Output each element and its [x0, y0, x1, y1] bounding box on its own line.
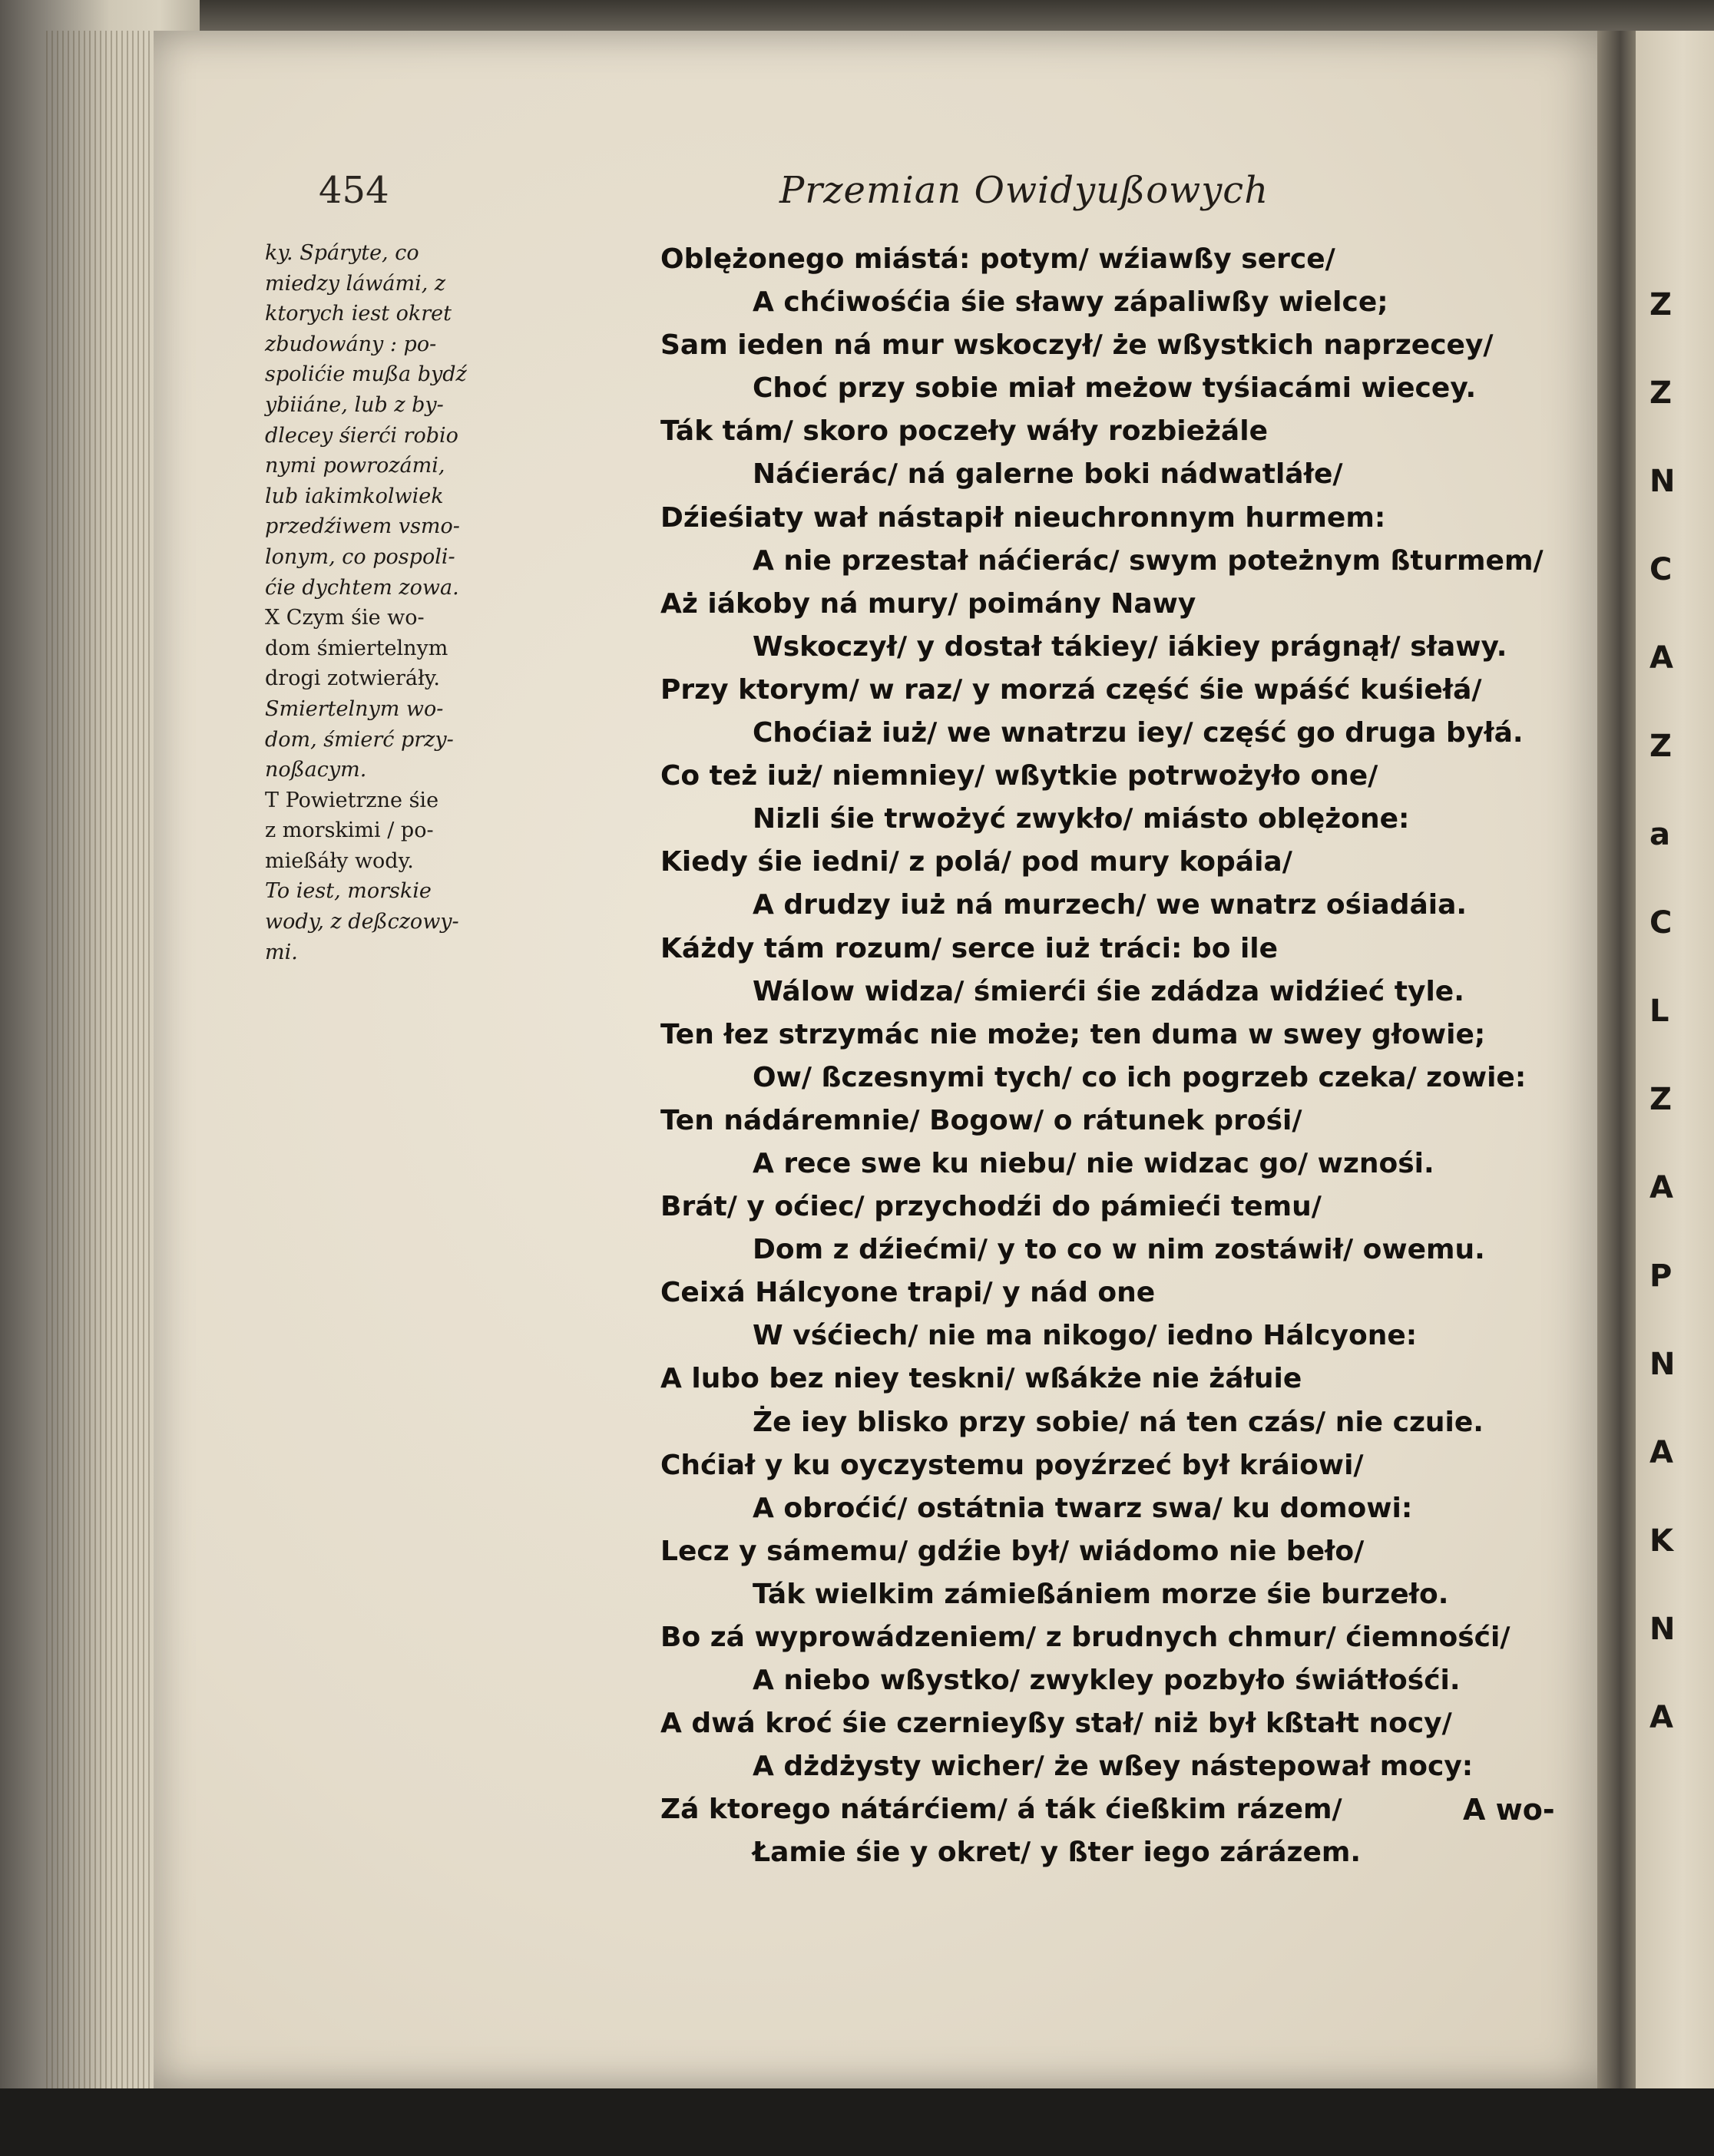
verse-line: Ceixá Hálcyone trapi/ y nád one	[660, 1277, 1156, 1309]
verse-line: Brát/ y oćiec/ przychodźi do pámieći temu/	[660, 1191, 1322, 1223]
margin-note-line: dom śmiertelnym	[265, 636, 448, 660]
margin-note-line: wody, z deßczowy-	[265, 910, 459, 934]
verse-line: Wskoczył/ y dostał tákiey/ iákiey prágnął/ sławy.	[753, 630, 1507, 663]
verse-line: Nizli śie trwożyć zwykło/ miásto oblężone:	[753, 803, 1410, 835]
running-title: Przemian Owidyußowych	[779, 169, 1269, 212]
running-head	[0, 169, 1714, 223]
verse-line: Ten łez strzymác nie może; ten duma w swey głowie;	[660, 1018, 1486, 1050]
next-page-fragment: a	[1649, 817, 1670, 852]
verse-line: Choćiaż iuż/ we wnatrzu iey/ część go druga byłá.	[753, 717, 1524, 749]
verse-line: Ten nádáremnie/ Bogow/ o rátunek prośi/	[660, 1104, 1302, 1136]
margin-note-line: mi.	[265, 940, 298, 964]
verse-line: Náćierác/ ná galerne boki nádwatláłe/	[753, 458, 1343, 491]
margin-note-line: spolićie mußa bydź	[265, 362, 467, 387]
verse-line: Sam ieden ná mur wskoczył/ że wßystkich naprzecey/	[660, 329, 1494, 362]
margin-note-line: lonym, co pospoli-	[265, 544, 455, 569]
verse-line: Wálow widza/ śmierći śie zdádza widźieć tyle.	[753, 975, 1464, 1007]
verse-line: Ták tám/ skoro poczeły wáły rozbieżále	[660, 415, 1268, 448]
margin-note-line: z morskimi / po-	[265, 818, 434, 843]
next-page-fragment: N	[1649, 1347, 1676, 1382]
verse-line: A chćiwośćia śie sławy zápaliwßy wielce;	[753, 286, 1388, 319]
margin-note-line: lub iakimkolwiek	[265, 484, 444, 508]
margin-note-line: przedźiwem vsmo-	[265, 514, 460, 539]
verse-line: Chćiał y ku oyczystemu poyźrzeć był kráiowi/	[660, 1449, 1364, 1481]
verse-line: Lecz y sámemu/ gdźie był/ wiádomo nie beło/	[660, 1535, 1365, 1567]
verse-line: A dwá kroć śie czernieyßy stał/ niż był kßtałt nocy/	[660, 1708, 1452, 1740]
next-page-fragment: K	[1649, 1523, 1673, 1559]
verse-line: Przy ktorym/ w raz/ y morzá część śie wpáść kuśiełá/	[660, 673, 1482, 706]
next-page-edge	[1636, 31, 1714, 2088]
margin-note-line: X Czym śie wo-	[265, 606, 425, 630]
next-page-fragment: A	[1649, 1435, 1673, 1470]
verse-line: Że iey blisko przy sobie/ ná ten czás/ nie czuie.	[753, 1406, 1484, 1438]
margin-note-line: T Powietrzne śie	[265, 788, 439, 812]
verse-line: A rece swe ku niebu/ nie widzac go/ wznośi.	[753, 1147, 1434, 1179]
margin-note-line: nymi powrozámi,	[265, 454, 445, 478]
page-number: 454	[319, 169, 389, 212]
margin-note-line: Smiertelnym wo-	[265, 696, 444, 721]
verse-line: Łamie śie y okret/ y ßter iego zárázem.	[753, 1837, 1362, 1869]
margin-note-line: miedzy láwámi, z	[265, 271, 446, 296]
margin-note-line: To iest, morskie	[265, 879, 432, 904]
next-page-fragment: P	[1649, 1258, 1673, 1294]
next-page-fragment: Z	[1649, 1082, 1673, 1117]
next-page-fragment: Z	[1649, 287, 1673, 322]
verse-line: Dom z dźiećmi/ y to co w nim zostáwił/ owemu.	[753, 1234, 1485, 1266]
verse-line: Bo zá wyprowádzeniem/ z brudnych chmur/ ćiemnośći/	[660, 1622, 1511, 1653]
next-page-fragments	[1649, 261, 1675, 1762]
next-page-fragment: A	[1649, 1700, 1673, 1735]
next-page-fragment: C	[1649, 905, 1673, 941]
verse-line: Zá ktorego nátárćiem/ á ták ćießkim rázem/	[660, 1794, 1342, 1826]
verse-line: A niebo wßystko/ zwykley pozbyło świátłośći.	[753, 1665, 1461, 1697]
next-page-fragment: A	[1649, 640, 1673, 676]
margin-note-line: zbudowány : po-	[265, 332, 437, 356]
next-page-fragment: N	[1649, 1612, 1676, 1647]
verse-line: Choć przy sobie miał meżow tyśiacámi wiecey.	[753, 372, 1477, 405]
verse-line: A obroćić/ ostátnia twarz swa/ ku domowi:	[753, 1492, 1413, 1524]
margin-note-line: mießáły wody.	[265, 848, 414, 873]
verse-line: A lubo bez niey teskni/ wßákże nie żáłuie	[660, 1363, 1302, 1395]
verse-line: A drudzy iuż ná murzech/ we wnatrz ośiadáia.	[753, 889, 1467, 921]
verse-line: Aż iákoby ná mury/ poimány Nawy	[660, 587, 1196, 620]
verse-line: Dźieśiaty wał nástapił nieuchronnym hurmem:	[660, 501, 1386, 534]
margin-note-line: dlecey śierći robio	[265, 423, 458, 448]
next-page-fragment: C	[1649, 552, 1673, 587]
catchword: A wo-	[1463, 1793, 1555, 1827]
verse-line: Kiedy śie iedni/ z polá/ pod mury kopáia/	[660, 846, 1292, 878]
margin-note-line: noßacym.	[265, 758, 367, 782]
verse-line: Káżdy tám rozum/ serce iuż tráci: bo ile	[660, 932, 1279, 964]
next-page-fragment: Z	[1649, 375, 1673, 411]
verse-line: Ow/ ßczesnymi tych/ co ich pogrzeb czeka/ zowie:	[753, 1061, 1527, 1093]
margin-note-line: drogi zotwieráły.	[265, 666, 441, 691]
margin-note-line: dom, śmierć przy-	[265, 727, 454, 752]
next-page-fragment: Z	[1649, 729, 1673, 764]
bottom-shadow	[0, 2088, 1714, 2156]
margin-note-line: ybiiáne, lub z by-	[265, 392, 444, 417]
next-page-fragment: A	[1649, 1170, 1673, 1205]
poem-text	[660, 238, 1567, 1875]
next-page-fragment: N	[1649, 464, 1676, 499]
verse-line: Oblężonego miástá: potym/ wźiawßy serce/	[660, 243, 1335, 275]
margin-notes	[265, 238, 649, 967]
verse-line: Ták wielkim zámießániem morze śie burzeło.	[753, 1578, 1449, 1610]
margin-note-line: ktorych iest okret	[265, 302, 452, 326]
verse-line: A dżdżysty wicher/ że wßey nástepował mocy:	[753, 1751, 1474, 1783]
verse-line: Co też iuż/ niemniey/ wßytkie potrwożyło one/	[660, 760, 1378, 792]
next-page-fragment: L	[1649, 994, 1669, 1029]
verse-line: W vśćiech/ nie ma nikogo/ iedno Hálcyone:	[753, 1320, 1418, 1352]
margin-note-line: ky. Spáryte, co	[265, 241, 419, 265]
verse-line: A nie przestał náćierác/ swym poteżnym ßturmem/	[753, 544, 1544, 577]
margin-note-line: ćie dychtem zowa.	[265, 575, 459, 600]
